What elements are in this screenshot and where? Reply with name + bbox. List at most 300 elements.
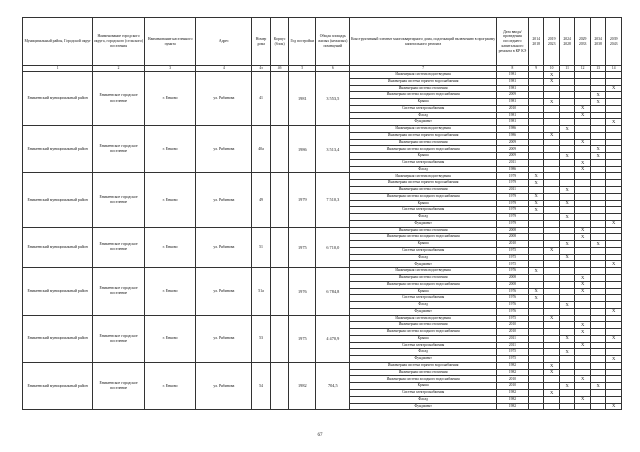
- period-mark-cell: [590, 105, 605, 112]
- period-mark-cell: [575, 78, 590, 85]
- period-mark-cell: [544, 281, 559, 288]
- period-mark-cell: [528, 166, 543, 173]
- period-mark-cell: [575, 403, 590, 410]
- period-mark-cell: [575, 99, 590, 106]
- block-cell: [270, 173, 289, 227]
- element-cell: Фундамент: [350, 119, 497, 126]
- period-mark-cell: [528, 403, 543, 410]
- column-number: 4: [196, 66, 252, 72]
- repair-date-cell: 1982: [496, 369, 528, 376]
- period-mark-cell: [575, 193, 590, 200]
- element-cell: Крыша: [350, 241, 497, 248]
- period-mark-cell: [606, 99, 622, 106]
- period-mark-cell: [528, 153, 543, 160]
- street-cell: ул. Рябинова: [196, 362, 252, 409]
- period-mark-cell: [528, 274, 543, 281]
- period-mark-cell: [590, 200, 605, 207]
- period-mark-cell: [559, 166, 574, 173]
- period-mark-cell: [575, 146, 590, 153]
- period-mark-cell: X: [575, 329, 590, 336]
- column-number: 7: [350, 66, 497, 72]
- element-cell: Инженерная система водоотведения: [350, 173, 497, 180]
- locality-cell: г. Енково: [144, 126, 196, 173]
- period-mark-cell: [559, 112, 574, 119]
- repair-date-cell: 1982: [496, 396, 528, 403]
- column-number: 8: [496, 66, 528, 72]
- period-mark-cell: [606, 200, 622, 207]
- period-mark-cell: [528, 159, 543, 166]
- period-mark-cell: X: [528, 288, 543, 295]
- element-cell: Система электроснабжения: [350, 389, 497, 396]
- element-cell: Инженерная система холодного водоснабжения: [350, 329, 497, 336]
- element-cell: Фасад: [350, 254, 497, 261]
- element-cell: Инженерная система холодного водоснабжения: [350, 281, 497, 288]
- period-mark-cell: [559, 295, 574, 302]
- repair-date-cell: 2008: [496, 234, 528, 241]
- period-mark-cell: X: [528, 193, 543, 200]
- area-cell: 4 470,9: [316, 315, 350, 362]
- element-cell: Фундамент: [350, 403, 497, 410]
- period-mark-cell: [606, 329, 622, 336]
- column-number: 12: [575, 66, 590, 72]
- period-mark-cell: [544, 302, 559, 309]
- repair-date-cell: 1986: [496, 166, 528, 173]
- repair-date-cell: 1981: [496, 72, 528, 79]
- period-mark-cell: [606, 254, 622, 261]
- element-cell: Инженерная система холодного водоснабжения: [350, 146, 497, 153]
- period-mark-cell: X: [559, 241, 574, 248]
- column-header: 2029 2033: [575, 18, 590, 66]
- column-header: Дата ввода/проведения последнего капитального ремонта в КР КЭ: [496, 18, 528, 66]
- period-mark-cell: X: [544, 78, 559, 85]
- locality-cell: г. Енково: [144, 362, 196, 409]
- period-mark-cell: [590, 268, 605, 275]
- element-cell: Инженерная система отопления: [350, 369, 497, 376]
- period-mark-cell: [606, 139, 622, 146]
- period-mark-cell: X: [575, 376, 590, 383]
- element-cell: Инженерная система отопления: [350, 227, 497, 234]
- element-cell: Инженерная система холодного водоснабжения: [350, 193, 497, 200]
- period-mark-cell: [590, 112, 605, 119]
- period-mark-cell: X: [575, 112, 590, 119]
- period-mark-cell: [559, 247, 574, 254]
- period-mark-cell: [590, 180, 605, 187]
- period-mark-cell: [544, 295, 559, 302]
- period-mark-cell: [559, 220, 574, 227]
- period-mark-cell: [606, 159, 622, 166]
- element-cell: Система электроснабжения: [350, 159, 497, 166]
- repair-date-cell: 1982: [496, 403, 528, 410]
- period-mark-cell: [528, 389, 543, 396]
- period-mark-cell: [544, 173, 559, 180]
- period-mark-cell: [590, 119, 605, 126]
- period-mark-cell: [528, 247, 543, 254]
- table-body: [23, 72, 622, 410]
- period-mark-cell: [590, 356, 605, 363]
- element-cell: Фасад: [350, 302, 497, 309]
- street-cell: ул. Рябинова: [196, 72, 252, 126]
- locality-cell: г. Енково: [144, 173, 196, 227]
- period-mark-cell: X: [590, 92, 605, 99]
- period-mark-cell: [606, 166, 622, 173]
- repair-date-cell: 1975: [496, 254, 528, 261]
- element-cell: Инженерная система горячего водоснабжения: [350, 180, 497, 187]
- period-mark-cell: [559, 99, 574, 106]
- column-header: Номер дома: [252, 18, 271, 66]
- period-mark-cell: [590, 362, 605, 369]
- table-row: [23, 268, 622, 275]
- repair-date-cell: 1979: [496, 193, 528, 200]
- element-cell: Инженерная система холодного водоснабжения: [350, 92, 497, 99]
- column-header: 2039 2043: [606, 18, 622, 66]
- period-mark-cell: [575, 295, 590, 302]
- period-mark-cell: [528, 139, 543, 146]
- repair-date-cell: 1975: [496, 261, 528, 268]
- area-cell: 3 513,4: [316, 126, 350, 173]
- period-mark-cell: [575, 247, 590, 254]
- period-mark-cell: [559, 322, 574, 329]
- period-mark-cell: X: [575, 342, 590, 349]
- period-mark-cell: [606, 396, 622, 403]
- period-mark-cell: [606, 180, 622, 187]
- settlement-cell: Еникеевское городское поселение: [93, 126, 145, 173]
- period-mark-cell: [575, 126, 590, 133]
- period-mark-cell: [544, 403, 559, 410]
- element-cell: Инженерная система отопления: [350, 139, 497, 146]
- period-mark-cell: [590, 132, 605, 139]
- period-mark-cell: [528, 146, 543, 153]
- block-cell: [270, 72, 289, 126]
- period-mark-cell: [606, 241, 622, 248]
- period-mark-cell: [544, 85, 559, 92]
- period-mark-cell: [544, 92, 559, 99]
- period-mark-cell: [590, 187, 605, 194]
- period-mark-cell: [528, 383, 543, 390]
- build-year-cell: 1986: [289, 126, 316, 173]
- house-number-cell: 51а: [252, 268, 271, 315]
- period-mark-cell: X: [559, 214, 574, 221]
- period-mark-cell: [575, 241, 590, 248]
- period-mark-cell: [544, 207, 559, 214]
- repair-date-cell: 1976: [496, 268, 528, 275]
- period-mark-cell: [606, 92, 622, 99]
- period-mark-cell: [590, 376, 605, 383]
- period-mark-cell: [575, 187, 590, 194]
- period-mark-cell: [590, 139, 605, 146]
- period-mark-cell: [544, 227, 559, 234]
- repair-date-cell: 1975: [496, 349, 528, 356]
- period-mark-cell: [528, 281, 543, 288]
- element-cell: Инженерная система отопления: [350, 85, 497, 92]
- element-cell: Инженерная система отопления: [350, 187, 497, 194]
- period-mark-cell: [544, 159, 559, 166]
- period-mark-cell: [575, 389, 590, 396]
- repair-date-cell: 1982: [496, 362, 528, 369]
- period-mark-cell: [575, 369, 590, 376]
- table-row: [23, 72, 622, 79]
- period-mark-cell: [544, 139, 559, 146]
- column-number: 10: [544, 66, 559, 72]
- period-mark-cell: [606, 349, 622, 356]
- element-cell: Фасад: [350, 112, 497, 119]
- build-year-cell: 1982: [289, 362, 316, 409]
- settlement-cell: Еникеевское городское поселение: [93, 268, 145, 315]
- period-mark-cell: [590, 274, 605, 281]
- build-year-cell: 1976: [289, 268, 316, 315]
- district-cell: Еникеевский муниципальный район: [23, 173, 93, 227]
- period-mark-cell: [606, 132, 622, 139]
- period-mark-cell: [590, 396, 605, 403]
- period-mark-cell: [606, 342, 622, 349]
- period-mark-cell: [559, 308, 574, 315]
- period-mark-cell: [528, 335, 543, 342]
- repair-date-cell: 1981: [496, 119, 528, 126]
- district-cell: Еникеевский муниципальный район: [23, 268, 93, 315]
- period-mark-cell: X: [559, 187, 574, 194]
- period-mark-cell: [528, 119, 543, 126]
- area-cell: 6 710,0: [316, 227, 350, 268]
- period-mark-cell: [559, 227, 574, 234]
- repair-date-cell: 1986: [496, 132, 528, 139]
- district-cell: Еникеевский муниципальный район: [23, 126, 93, 173]
- period-mark-cell: [590, 227, 605, 234]
- period-mark-cell: X: [575, 139, 590, 146]
- repair-date-cell: 2011: [496, 342, 528, 349]
- repair-date-cell: 2011: [496, 187, 528, 194]
- repair-date-cell: 2009: [496, 153, 528, 160]
- table-row: [23, 227, 622, 234]
- column-header: Адрес: [196, 18, 252, 66]
- column-number: 4б: [270, 66, 289, 72]
- period-mark-cell: [544, 126, 559, 133]
- period-mark-cell: [528, 362, 543, 369]
- period-mark-cell: [544, 308, 559, 315]
- element-cell: Инженерная система горячего водоснабжения: [350, 362, 497, 369]
- period-mark-cell: [544, 153, 559, 160]
- district-cell: Еникеевский муниципальный район: [23, 362, 93, 409]
- page-number: 67: [317, 433, 323, 438]
- period-mark-cell: [590, 254, 605, 261]
- build-year-cell: 1979: [289, 173, 316, 227]
- period-mark-cell: [606, 193, 622, 200]
- period-mark-cell: X: [528, 207, 543, 214]
- period-mark-cell: [559, 173, 574, 180]
- period-mark-cell: [590, 159, 605, 166]
- period-mark-cell: [606, 214, 622, 221]
- period-mark-cell: [575, 207, 590, 214]
- repair-date-cell: 2008: [496, 281, 528, 288]
- element-cell: Система электроснабжения: [350, 342, 497, 349]
- period-mark-cell: [590, 389, 605, 396]
- period-mark-cell: X: [606, 119, 622, 126]
- block-cell: [270, 227, 289, 268]
- repair-date-cell: 1979: [496, 207, 528, 214]
- period-mark-cell: [544, 105, 559, 112]
- period-mark-cell: X: [544, 132, 559, 139]
- period-mark-cell: [559, 396, 574, 403]
- period-mark-cell: [528, 220, 543, 227]
- repair-date-cell: 2011: [496, 335, 528, 342]
- period-mark-cell: [559, 281, 574, 288]
- period-mark-cell: [590, 173, 605, 180]
- period-mark-cell: [559, 139, 574, 146]
- period-mark-cell: [559, 119, 574, 126]
- period-mark-cell: [575, 268, 590, 275]
- period-mark-cell: [559, 207, 574, 214]
- repair-date-cell: 1976: [496, 302, 528, 309]
- period-mark-cell: [559, 146, 574, 153]
- column-number: 14: [606, 66, 622, 72]
- period-mark-cell: [544, 288, 559, 295]
- header-row: [23, 18, 622, 66]
- period-mark-cell: [575, 92, 590, 99]
- period-mark-cell: [528, 112, 543, 119]
- period-mark-cell: [559, 193, 574, 200]
- period-mark-cell: [575, 315, 590, 322]
- period-mark-cell: [590, 369, 605, 376]
- column-header: Наименование городского округа, городского (сельского) поселения: [93, 18, 145, 66]
- column-number: 5: [289, 66, 316, 72]
- settlement-cell: Еникеевское городское поселение: [93, 72, 145, 126]
- period-mark-cell: [559, 403, 574, 410]
- repair-date-cell: 1976: [496, 295, 528, 302]
- house-number-cell: 41: [252, 72, 271, 126]
- period-mark-cell: X: [528, 295, 543, 302]
- period-mark-cell: [590, 329, 605, 336]
- district-cell: Еникеевский муниципальный район: [23, 315, 93, 362]
- column-header: Конструктивный элемент многоквартирного дома, подлежащий включению в программу капитального ремонта: [350, 18, 497, 66]
- repair-date-cell: 1979: [496, 180, 528, 187]
- repair-register-table: [22, 17, 622, 410]
- period-mark-cell: [575, 72, 590, 79]
- period-mark-cell: [544, 349, 559, 356]
- settlement-cell: Еникеевское городское поселение: [93, 173, 145, 227]
- locality-cell: г. Енково: [144, 268, 196, 315]
- period-mark-cell: [559, 261, 574, 268]
- period-mark-cell: [544, 193, 559, 200]
- district-cell: Еникеевский муниципальный район: [23, 227, 93, 268]
- locality-cell: г. Енково: [144, 72, 196, 126]
- column-number: 2: [93, 66, 145, 72]
- repair-date-cell: 1975: [496, 356, 528, 363]
- period-mark-cell: [590, 220, 605, 227]
- period-mark-cell: [575, 173, 590, 180]
- period-mark-cell: [544, 187, 559, 194]
- column-header: 2019 2023: [544, 18, 559, 66]
- period-mark-cell: X: [528, 173, 543, 180]
- period-mark-cell: [559, 180, 574, 187]
- period-mark-cell: [528, 302, 543, 309]
- area-cell: 3 553,5: [316, 72, 350, 126]
- column-number: 9: [528, 66, 543, 72]
- period-mark-cell: X: [606, 220, 622, 227]
- period-mark-cell: X: [606, 335, 622, 342]
- repair-date-cell: 1982: [496, 389, 528, 396]
- period-mark-cell: [590, 302, 605, 309]
- period-mark-cell: [544, 241, 559, 248]
- period-mark-cell: [528, 308, 543, 315]
- period-mark-cell: [559, 78, 574, 85]
- period-mark-cell: X: [544, 369, 559, 376]
- period-mark-cell: [528, 99, 543, 106]
- period-mark-cell: [544, 342, 559, 349]
- period-mark-cell: [590, 166, 605, 173]
- element-cell: Фундамент: [350, 356, 497, 363]
- period-mark-cell: [606, 322, 622, 329]
- period-mark-cell: [590, 295, 605, 302]
- element-cell: Фасад: [350, 166, 497, 173]
- element-cell: Крыша: [350, 288, 497, 295]
- period-mark-cell: [575, 200, 590, 207]
- period-mark-cell: X: [528, 200, 543, 207]
- period-mark-cell: [544, 254, 559, 261]
- column-header: Наименование населенного пункта: [144, 18, 196, 66]
- period-mark-cell: [590, 193, 605, 200]
- period-mark-cell: [590, 126, 605, 133]
- period-mark-cell: [606, 187, 622, 194]
- period-mark-cell: X: [575, 166, 590, 173]
- element-cell: Фундамент: [350, 261, 497, 268]
- period-mark-cell: [559, 268, 574, 275]
- period-mark-cell: [575, 335, 590, 342]
- element-cell: Инженерная система холодного водоснабжения: [350, 376, 497, 383]
- period-mark-cell: X: [544, 362, 559, 369]
- repair-date-cell: 2009: [496, 146, 528, 153]
- area-cell: 704,5: [316, 362, 350, 409]
- repair-date-cell: 1981: [496, 99, 528, 106]
- period-mark-cell: [544, 268, 559, 275]
- period-mark-cell: [528, 241, 543, 248]
- house-number-cell: 51: [252, 227, 271, 268]
- period-mark-cell: [590, 335, 605, 342]
- column-number: 11: [559, 66, 574, 72]
- period-mark-cell: [590, 281, 605, 288]
- period-mark-cell: X: [575, 105, 590, 112]
- period-mark-cell: [606, 153, 622, 160]
- period-mark-cell: X: [606, 261, 622, 268]
- period-mark-cell: [528, 376, 543, 383]
- period-mark-cell: [528, 92, 543, 99]
- period-mark-cell: [606, 295, 622, 302]
- period-mark-cell: X: [575, 288, 590, 295]
- period-mark-cell: [528, 72, 543, 79]
- element-cell: Система электроснабжения: [350, 207, 497, 214]
- period-mark-cell: X: [559, 335, 574, 342]
- repair-date-cell: 1975: [496, 315, 528, 322]
- period-mark-cell: [559, 274, 574, 281]
- period-mark-cell: [559, 105, 574, 112]
- period-mark-cell: [544, 220, 559, 227]
- repair-date-cell: 2010: [496, 376, 528, 383]
- block-cell: [270, 268, 289, 315]
- period-mark-cell: [590, 214, 605, 221]
- period-mark-cell: [590, 207, 605, 214]
- repair-date-cell: 1979: [496, 173, 528, 180]
- period-mark-cell: [559, 288, 574, 295]
- column-number: 3: [144, 66, 196, 72]
- period-mark-cell: [575, 349, 590, 356]
- period-mark-cell: [528, 342, 543, 349]
- house-number-cell: 53: [252, 315, 271, 362]
- column-header: Общая площадь жилых (нежилых) помещений: [316, 18, 350, 66]
- period-mark-cell: [590, 403, 605, 410]
- period-mark-cell: [606, 227, 622, 234]
- street-cell: ул. Рябинова: [196, 173, 252, 227]
- repair-date-cell: 1976: [496, 288, 528, 295]
- element-cell: Инженерная система холодного водоснабжения: [350, 234, 497, 241]
- build-year-cell: 1981: [289, 72, 316, 126]
- repair-date-cell: 1981: [496, 85, 528, 92]
